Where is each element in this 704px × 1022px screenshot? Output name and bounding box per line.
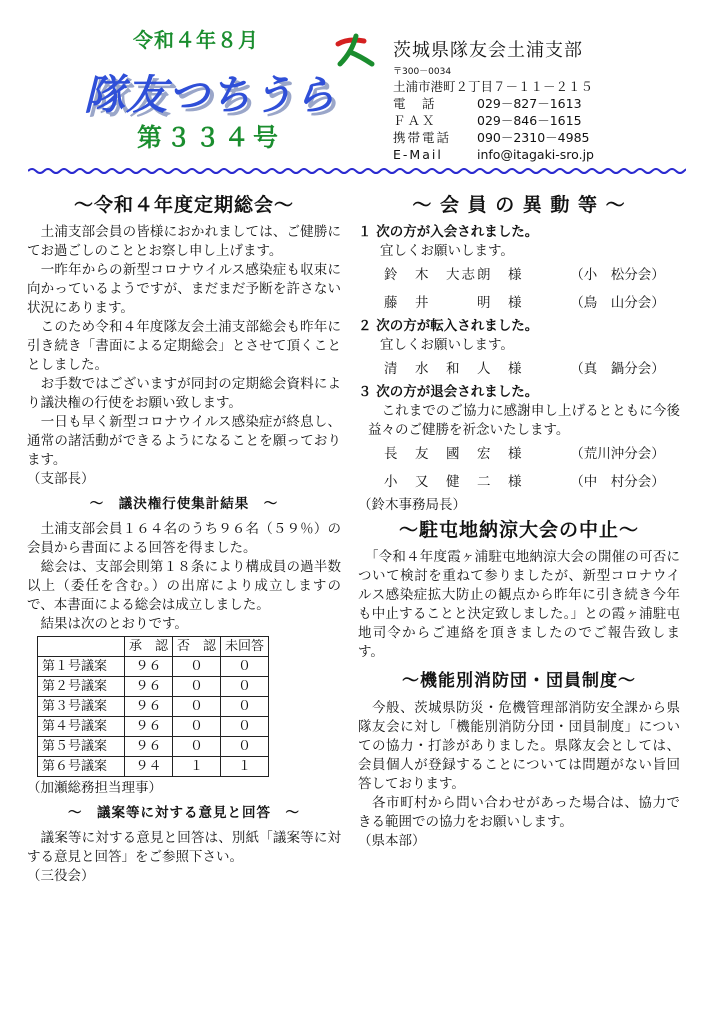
table-row bbox=[38, 657, 269, 677]
member-branch: （小 松分会） bbox=[570, 267, 665, 283]
contact-value: 029－846－1615 bbox=[477, 113, 582, 128]
table-cell: ９６ bbox=[125, 697, 173, 717]
table-cell: 第１号議案 bbox=[38, 657, 125, 677]
contact-block bbox=[393, 66, 594, 163]
member-entry bbox=[358, 440, 680, 468]
paragraph: 宜しくお願いします。 bbox=[380, 337, 514, 353]
member-entry bbox=[358, 289, 680, 317]
paragraph: 総会は、支部会則第１８条により構成員の過半数以上（委任を含む。）の出席により成立しますので、本書面による総会は成立しました。 bbox=[27, 559, 341, 613]
association-logo-icon bbox=[334, 32, 378, 68]
member-name: 清 水 和 人 様 bbox=[384, 361, 524, 377]
paragraph: 宜しくお願いします。 bbox=[380, 243, 514, 259]
paragraph: 土浦支部会員の皆様におかれましては、ご健勝にてお過ごしのこととお察し申し上げます。 bbox=[27, 224, 341, 259]
table-cell: 第３号議案 bbox=[38, 697, 125, 717]
member-entry bbox=[358, 261, 680, 289]
table-cell: ０ bbox=[221, 737, 269, 757]
table-cell: ９６ bbox=[125, 677, 173, 697]
table-cell: ９４ bbox=[125, 757, 173, 777]
issue-date: 令和４年８月 bbox=[133, 28, 259, 52]
table-header-cell bbox=[38, 637, 125, 657]
table-cell: 第６号議案 bbox=[38, 757, 125, 777]
wavy-divider bbox=[28, 166, 686, 176]
table-cell: ０ bbox=[221, 657, 269, 677]
vote-results-table bbox=[37, 636, 269, 777]
right-column bbox=[358, 196, 680, 851]
table-cell: ９６ bbox=[125, 737, 173, 757]
signature: （加瀬総務担当理事） bbox=[27, 780, 162, 796]
address: 土浦市港町２丁目７－１１－２１５ bbox=[393, 79, 594, 94]
member-entry bbox=[358, 468, 680, 496]
masthead-title: 隊友つちうら bbox=[84, 71, 336, 119]
contact-label: E-Mail bbox=[393, 147, 443, 162]
member-name: 鈴 木 大志朗 様 bbox=[384, 267, 524, 283]
mobile-row bbox=[393, 129, 594, 146]
table-cell: １ bbox=[221, 757, 269, 777]
fire-brigade-heading: ～機能別消防団・団員制度～ bbox=[402, 671, 636, 691]
section-transferred: ２ 次の方が転入されました。 bbox=[358, 318, 539, 334]
signature: （支部長） bbox=[27, 471, 95, 487]
member-branch: （荒川沖分会） bbox=[570, 446, 665, 462]
signature: （県本部） bbox=[358, 833, 426, 849]
member-branch: （真 鍋分会） bbox=[570, 361, 665, 377]
table-header-cell: 否 認 bbox=[173, 637, 221, 657]
zip-code: 〒300－0034 bbox=[393, 67, 452, 77]
table-cell: ０ bbox=[221, 697, 269, 717]
table-cell: 第２号議案 bbox=[38, 677, 125, 697]
paragraph: 「令和４年度霞ヶ浦駐屯地納涼大会の開催の可否について検討を重ねて参りましたが、新型コロナウイルス感染症拡大防止の観点から昨年に引き続き今年も中止することと決定致しました。」との霞ヶ浦駐屯地司令からご連絡を頂きましたのでご報告致します。 bbox=[358, 549, 680, 660]
paragraph: このため令和４年度隊友会土浦支部総会も昨年に引き続き「書面による定期総会」とさせて頂くこととしました。 bbox=[27, 319, 341, 373]
table-cell: ０ bbox=[173, 657, 221, 677]
paragraph: お手数ではございますが同封の定期総会資料により議決権の行使をお願い致します。 bbox=[27, 376, 341, 411]
section-withdrawn: ３ 次の方が退会されました。 bbox=[358, 384, 539, 400]
table-row bbox=[38, 677, 269, 697]
paragraph: 土浦支部会員１６４名のうち９６名（５９％）の会員から書面による回答を得ました。 bbox=[27, 521, 341, 556]
paragraph: 各市町村から問い合わせがあった場合は、協力できる範囲での協力をお願いします。 bbox=[358, 795, 680, 830]
table-cell: ０ bbox=[173, 717, 221, 737]
table-cell: ０ bbox=[173, 697, 221, 717]
issue-number: 第３３４号 bbox=[137, 123, 283, 152]
section-joined: １ 次の方が入会されました。 bbox=[358, 224, 539, 240]
signature: （三役会） bbox=[27, 868, 95, 884]
contact-label: 電 話 bbox=[393, 96, 437, 111]
member-name: 小 又 健 二 様 bbox=[384, 474, 524, 490]
general-meeting-heading: ～令和４年度定期総会～ bbox=[73, 194, 294, 216]
table-cell: ０ bbox=[221, 677, 269, 697]
table-row bbox=[38, 717, 269, 737]
left-column bbox=[27, 196, 341, 886]
contact-value: 090－2310－4985 bbox=[477, 130, 590, 145]
vote-results-heading: ～ 議決権行使集計結果 ～ bbox=[89, 496, 279, 512]
table-cell: ９６ bbox=[125, 657, 173, 677]
contact-label: 携帯電話 bbox=[393, 130, 452, 145]
table-cell: ０ bbox=[173, 737, 221, 757]
organization-name: 茨城県隊友会土浦支部 bbox=[393, 40, 583, 61]
member-branch: （中 村分会） bbox=[570, 474, 665, 490]
table-cell: ０ bbox=[173, 677, 221, 697]
member-changes-heading: ～ 会 員 の 異 動 等 ～ bbox=[412, 194, 626, 216]
table-cell: ０ bbox=[221, 717, 269, 737]
fax-row bbox=[393, 112, 594, 129]
table-row bbox=[38, 757, 269, 777]
table-cell: ９６ bbox=[125, 717, 173, 737]
paragraph: これまでのご協力に感謝申し上げるとともに今後益々のご健勝を祈念いたします。 bbox=[368, 403, 680, 438]
festival-cancel-heading: ～駐屯地納涼大会の中止～ bbox=[398, 519, 639, 541]
phone-row bbox=[393, 95, 594, 112]
contact-value: info@itagaki-sro.jp bbox=[477, 147, 594, 162]
paragraph: 一日も早く新型コロナウイルス感染症が終息し、通常の諸活動ができるようになることを願っております。 bbox=[27, 414, 341, 468]
table-cell: １ bbox=[173, 757, 221, 777]
member-entry bbox=[358, 355, 680, 383]
paragraph: 今般、茨城県防災・危機管理部消防安全課から県隊友会に対し「機能別消防分団・団員制度」についての協力・打診がありました。県隊友会としては、会員個人が登録することについては問題がない旨回答しております。 bbox=[358, 700, 680, 792]
contact-value: 029－827－1613 bbox=[477, 96, 582, 111]
contact-label: ＦＡＸ bbox=[393, 113, 437, 128]
member-name: 長 友 國 宏 様 bbox=[384, 446, 524, 462]
paragraph: 議案等に対する意見と回答は、別紙「議案等に対する意見と回答」をご参照下さい。 bbox=[27, 830, 341, 865]
member-name: 藤 井 明 様 bbox=[384, 295, 524, 311]
paragraph: 一昨年からの新型コロナウイルス感染症も収束に向かっているようですが、まだまだ予断を許さない状況にあります。 bbox=[27, 262, 341, 316]
table-header-row bbox=[38, 637, 269, 657]
table-cell: 第５号議案 bbox=[38, 737, 125, 757]
table-header-cell: 未回答 bbox=[221, 637, 269, 657]
signature: （鈴木事務局長） bbox=[358, 497, 466, 513]
email-row bbox=[393, 146, 594, 163]
member-branch: （鳥 山分会） bbox=[570, 295, 665, 311]
opinions-heading: ～ 議案等に対する意見と回答 ～ bbox=[68, 805, 300, 821]
table-cell: 第４号議案 bbox=[38, 717, 125, 737]
paragraph: 結果は次のとおりです。 bbox=[27, 616, 188, 632]
table-header-cell: 承 認 bbox=[125, 637, 173, 657]
table-row bbox=[38, 697, 269, 717]
table-row bbox=[38, 737, 269, 757]
